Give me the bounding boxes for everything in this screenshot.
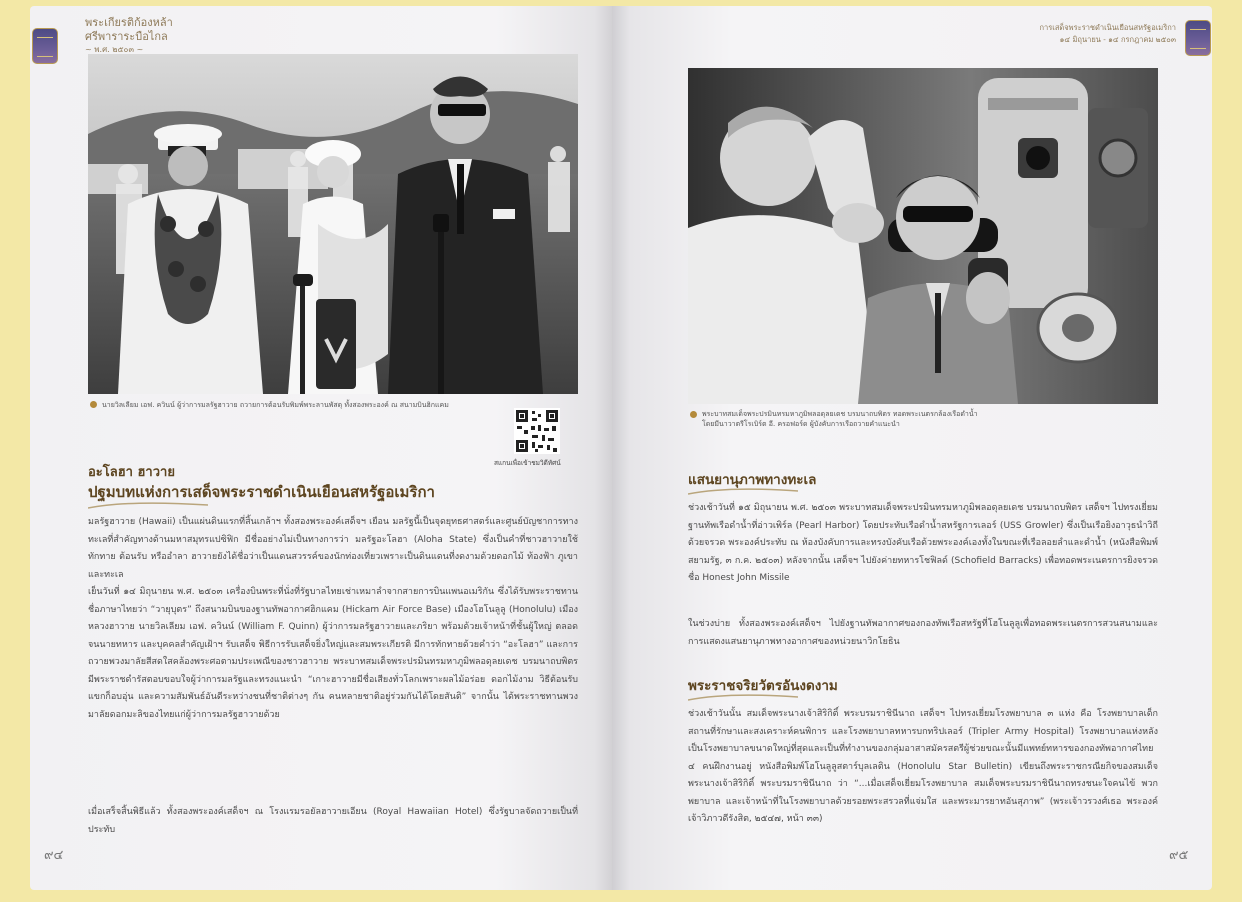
- qr-code-label: สแกนเพื่อเข้าชมวิดีทัศน์: [494, 459, 561, 467]
- open-book: [30, 6, 1212, 890]
- right-paragraph-1: ช่วงเช้าวันที่ ๑๕ มิถุนายน พ.ศ. ๒๕๐๓ พระบาทสมเด็จพระปรมินทรมหาภูมิพลอดุลยเดช บรมนาถบพิตร เสด็จฯ ไปทรงเยี่ยมฐานทัพเรือดำน้ำที่อ่าวเพิร์ล (Pearl Harbor) โดยประทับเรือดำน้ำสหรัฐการเลอร์ (USS Growler) ซึ่งเป็นเรือยิงอาวุธนำวิถีด้วยจรวด พระองค์ประทับ ณ ห้องบังคับการและทรงบังคับเรือด้วยพระองค์เองทั้งในขณะที่เรือลอยลำและดำน้ำ (หนังสือพิมพ์สยามรัฐ, ๓ ก.ค. ๒๕๐๓) หลังจากนั้น เสด็จฯ ไปยังค่ายทหารโชฟิลด์ (Schofield Barracks) เพื่อทอดพระเนตรการยิงจรวดชื่อ Honest John Missile: [688, 503, 1158, 583]
- right-photo-caption-line1: พระบาทสมเด็จพระปรมินทรมหาภูมิพลอดุลยเดช บรมนาถบพิตร ทอดพระเนตรกล้องเรือดำน้ำ: [702, 410, 978, 418]
- submarine-interior-illustration: [688, 68, 1158, 404]
- right-paragraph-2: ในช่วงบ่าย ทั้งสองพระองค์เสด็จฯ ไปยังฐานทัพอากาศของกองทัพเรือสหรัฐที่โฮโนลูลูเพื่อทอดพระเนตรการสวนสนามและการแสดงแสนยานุภาพทางอากาศของหน่วยนาวิกโยธิน: [688, 619, 1158, 647]
- left-paragraph-3: เมื่อเสร็จสิ้นพิธีแล้ว ทั้งสองพระองค์เสด็จฯ ณ โรงแรมรอยัลฮาวายเอียน (Royal Hawaiian Hotel) ซึ่งรัฐบาลจัดถวายเป็นที่ประทับ: [88, 807, 578, 835]
- right-photo-caption-line2: โดยมีนาวาตรีโรเบิร์ต อี. ครอฟอร์ด ผู้บังคับการเรือถวายคำแนะนำ: [702, 420, 900, 428]
- right-page-number: ๙๕: [1169, 848, 1189, 863]
- running-head-line1: พระเกียรติก้องหล้า: [85, 16, 173, 29]
- left-page: [30, 6, 612, 890]
- welcome-ceremony-illustration: [88, 54, 578, 394]
- caption-bullet-icon: [90, 401, 97, 408]
- left-photo-caption: นายวิลเลียม เอฟ. ควินน์ ผู้ว่าการมลรัฐฮาวาย ถวายการต้อนรับพิมพ์พระลานพัสดุ ทั้งสองพระองค์ ณ สนามบินฮิกแคม: [102, 401, 449, 409]
- caption-bullet-icon: [690, 411, 697, 418]
- running-head-line3: ~ พ.ศ. ๒๕๐๓ ~: [85, 45, 144, 54]
- submarine-periscope-photo: [688, 68, 1158, 404]
- welcome-ceremony-photo: [88, 54, 578, 394]
- left-running-head: [85, 16, 173, 56]
- left-page-number: ๙๔: [44, 848, 64, 863]
- left-heading-line2: ปฐมบทแห่งการเสด็จพระราชดำเนินเยือนสหรัฐอเมริกา: [88, 483, 435, 501]
- running-head-line2: ศรีพาราระบือไกล: [85, 30, 168, 43]
- running-head-line2: ๑๔ มิถุนายน - ๑๔ กรกฎาคม ๒๕๐๓: [1059, 35, 1176, 44]
- left-heading-line1: อะโลฮา ฮาวาย: [88, 465, 175, 480]
- heading-swoosh-ornament: [88, 502, 208, 510]
- left-paragraph-1: มลรัฐฮาวาย (Hawaii) เป็นแผ่นดินแรกที่สิ้นเกล้าฯ ทั้งสองพระองค์เสด็จฯ เยือน มลรัฐนี้เป็นจุดยุทธศาสตร์และศูนย์บัญชาการทางทะเลที่สำคัญทางด้านมหาสมุทรแปซิฟิก มีชื่ออย่างไม่เป็นทางการว่า มลรัฐอะโลฮา (Aloha State) ซึ่งเป็นคำที่ชาวฮาวายใช้ทักทาย ต้อนรับ หรืออำลา ฮาวายยังได้ชื่อว่าเป็นแดนสวรรค์ของนักท่องเที่ยวเพราะเป็นดินแดนที่งดงามด้วยดอกไม้ ท้องฟ้า ภูเขา และทะเล: [88, 517, 578, 580]
- right-page: [612, 6, 1212, 890]
- royal-emblem-badge: [1185, 20, 1211, 56]
- right-running-head: [1040, 22, 1177, 46]
- right-heading-naval-power: แสนยานุภาพทางทะเล: [688, 472, 817, 488]
- heading-swoosh-ornament: [688, 488, 798, 496]
- royal-emblem-badge: [32, 28, 58, 64]
- left-paragraph-2: เย็นวันที่ ๑๔ มิถุนายน พ.ศ. ๒๕๐๓ เครื่องบินพระที่นั่งที่รัฐบาลไทยเช่าเหมาลำจากสายการบินแพนอเมริกัน ซึ่งได้รับพระราชทานชื่อภาษาไทยว่า “วายุบุตร” ถึงสนามบินของฐานทัพอากาศฮิกแคม (Hickam Air Force Base) เมืองโฮโนลูลู (Honolulu) เมืองหลวงฮาวาย นายวิลเลียม เอฟ. ควินน์ (William F. Quinn) ผู้ว่าการมลรัฐฮาวายและภริยา พร้อมด้วยเจ้าหน้าที่ชั้นผู้ใหญ่ ตลอดจนนายทหาร และบุคคลสำคัญเฝ้าฯ รับเสด็จ พิธีการรับเสด็จยิ่งใหญ่และสมพระเกียรติ มีการทักทายด้วยคำว่า “อะโลฮา” และการถวายพวงมาลัยสีสดใสคล้องพระศอตามประเพณีของชาวฮาวาย พระบาทสมเด็จพระปรมินทรมหาภูมิพลอดุลยเดช บรมนาถบพิตร มีพระราชดำรัสตอบขอบใจผู้ว่าการมลรัฐและทรงแนะนำ “เกาะฮาวายมีชื่อเสียงทั่วโลกเพราะผลไม้อร่อย ดอกไม้งาม วิธีต้อนรับแขกก็อบอุ่น และความสัมพันธ์อันดีระหว่างชนที่ชาติต่างๆ กัน คนหลายชาติอยู่ร่วมกันได้โดยสันติ” จากนั้น ได้พระราชทานพวงมาลัยดอกมะลิของไทยแก่ผู้ว่าการมลรัฐฮาวายด้วย: [88, 587, 578, 720]
- running-head-line1: การเสด็จพระราชดำเนินเยือนสหรัฐอเมริกา: [1039, 23, 1176, 32]
- right-heading-royal-grace: พระราชจริยวัตรอันงดงาม: [688, 678, 838, 694]
- heading-swoosh-ornament: [688, 694, 798, 702]
- right-paragraph-3: ช่วงเช้าวันนั้น สมเด็จพระนางเจ้าสิริกิติ์ พระบรมราชินีนาถ เสด็จฯ ไปทรงเยี่ยมโรงพยาบาล ๓ แห่ง คือ โรงพยาบาลเด็ก สถานที่รักษาและสงเคราะห์คนพิการ และโรงพยาบาลทหารบกทริปเลอร์ (Tripler Army Hospital) โรงพยาบาลแห่งหลังเป็นโรงพยาบาลขนาดใหญ่ที่สุดและเป็นที่ทำงานของกลุ่มอาสาสมัครสตรีผู้ช่วยขณะนั้นมีแพทย์ทหารของกองทัพอากาศไทย ๔ คนฝึกงานอยู่ หนังสือพิมพ์โฮโนลูลูสตาร์บุลเลติน (Honolulu Star Bulletin) เขียนถึงพระราชกรณียกิจของสมเด็จพระนางเจ้าสิริกิติ์ พระบรมราชินีนาถ ว่า “...เมื่อเสด็จเยี่ยมโรงพยาบาล สมเด็จพระบรมราชินีนาถทรงชนะใจคนไข้ พวกพยาบาล และเจ้าหน้าที่ในโรงพยาบาลด้วยรอยพระสรวลที่แจ่มใส และพระมารยาทอันสุภาพ” (พระเจ้าวรวงศ์เธอ พระองค์เจ้าวิภาวดีรังสิต, ๒๕๔๗, หน้า ๓๓): [688, 709, 1158, 824]
- qr-code-icon[interactable]: [514, 408, 560, 454]
